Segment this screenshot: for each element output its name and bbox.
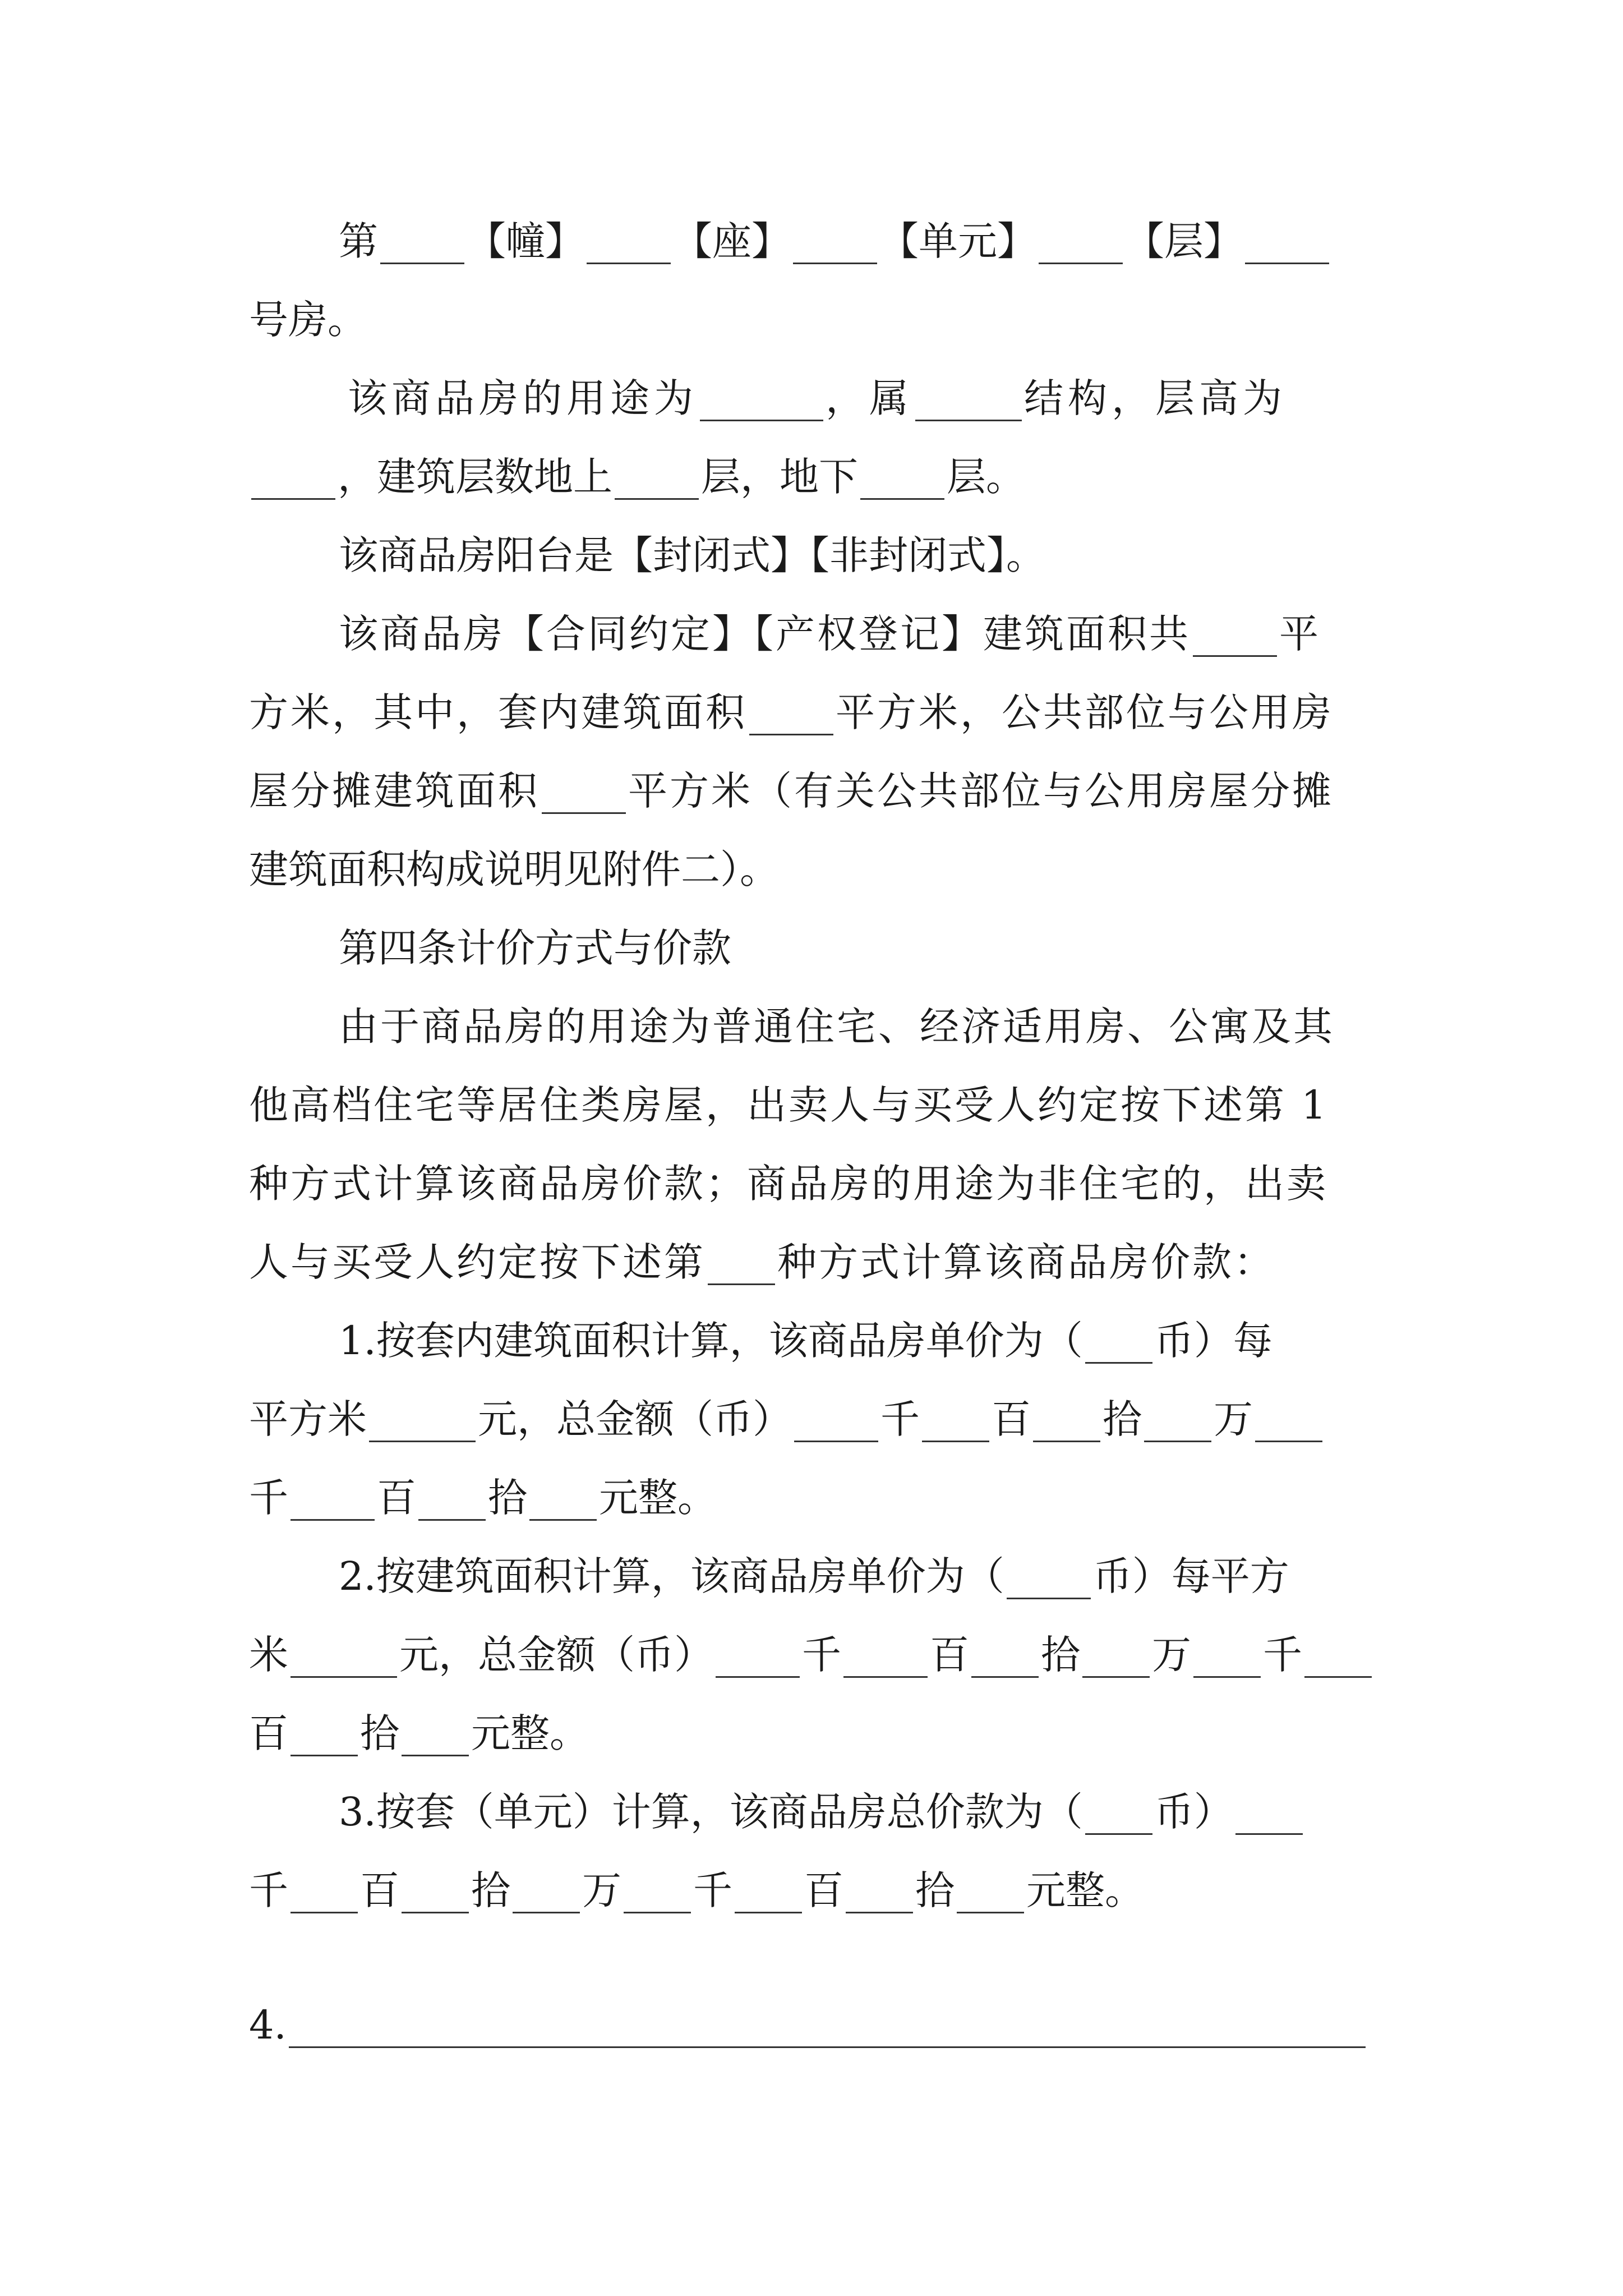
blank-field[interactable]: [624, 1872, 691, 1913]
line-method-3-b: [249, 1857, 1393, 1924]
text: 2.按建筑面积计算，该商品房单价为（: [339, 1553, 1004, 1599]
blank-field[interactable]: [615, 459, 699, 500]
text: 币）: [1154, 1789, 1233, 1835]
text: 元整。: [471, 1710, 589, 1756]
blank-field[interactable]: [846, 1872, 913, 1913]
text: 【层】: [1125, 218, 1243, 264]
blank-field[interactable]: [971, 1637, 1039, 1678]
text: 元整。: [1026, 1867, 1144, 1913]
text: 百: [930, 1632, 969, 1678]
blank-field[interactable]: [708, 1244, 775, 1285]
blank-field[interactable]: [1255, 1401, 1322, 1442]
blank-field[interactable]: [915, 380, 1022, 421]
text: 币）每平方: [1092, 1553, 1289, 1599]
text: ，属: [826, 375, 913, 421]
text: 屋分摊建筑面积: [249, 768, 540, 814]
text: 该商品房【合同约定】【产权登记】建筑面积共: [339, 611, 1191, 657]
text: 米: [249, 1632, 288, 1678]
blank-field[interactable]: [418, 1480, 486, 1521]
text: 【幢】: [467, 218, 584, 264]
text: 层。: [947, 454, 1025, 500]
text: 百: [377, 1475, 416, 1521]
blank-field[interactable]: [402, 1872, 469, 1913]
text: 该商品房阳台是【封闭式】【非封闭式】。: [339, 532, 1045, 578]
blank-field[interactable]: [922, 1401, 989, 1442]
blank-field[interactable]: [716, 1637, 800, 1678]
blank-field[interactable]: [291, 1637, 397, 1678]
blank-field[interactable]: [513, 1872, 580, 1913]
text: 百: [804, 1867, 843, 1913]
line-room-number: [249, 286, 1393, 353]
text: 平方米: [249, 1396, 367, 1442]
blank-field[interactable]: [402, 1715, 469, 1756]
line-method-2-c: [249, 1700, 1393, 1767]
blank-field[interactable]: [1039, 223, 1123, 264]
text: 3.按套（单元）计算，该商品房总价款为（: [339, 1789, 1083, 1835]
text: 百: [992, 1396, 1031, 1442]
text: 种方式计算该商品房价款：: [777, 1239, 1275, 1285]
text: 万: [1214, 1396, 1253, 1442]
text: 元，总金额（币）: [399, 1632, 713, 1678]
text: 千: [802, 1632, 841, 1678]
line-pricing-4: [249, 1228, 1393, 1296]
blank-field[interactable]: [700, 380, 823, 421]
blank-field[interactable]: [843, 1637, 928, 1678]
blank-field[interactable]: [1193, 1637, 1261, 1678]
blank-field[interactable]: [957, 1872, 1024, 1913]
blank-field[interactable]: [1144, 1401, 1211, 1442]
blank-field[interactable]: [1193, 616, 1277, 657]
text: 结构，层高为: [1024, 375, 1287, 421]
text: 层，地下: [701, 454, 858, 500]
line-balcony: [339, 522, 1393, 589]
section-heading-article-4: [339, 914, 1393, 982]
text: 万: [582, 1867, 621, 1913]
blank-field[interactable]: [1245, 223, 1329, 264]
line-usage: [348, 365, 1402, 432]
line-area-1: [339, 600, 1393, 668]
text: ，建筑层数地上: [338, 454, 612, 500]
blank-field[interactable]: [587, 223, 671, 264]
line-floors: [249, 443, 1393, 510]
text: 元整。: [599, 1475, 717, 1521]
line-area-4: [249, 836, 1393, 903]
text: 拾: [1041, 1632, 1080, 1678]
line-method-3-a: [339, 1778, 1393, 1846]
text: 元，总金额（币）: [478, 1396, 792, 1442]
blank-field[interactable]: [1235, 1794, 1303, 1835]
blank-field[interactable]: [289, 2007, 1366, 2048]
text: 1.按套内建筑面积计算，该商品房单价为（: [339, 1318, 1083, 1364]
blank-field[interactable]: [542, 773, 626, 814]
line-method-4: [249, 1991, 1393, 2059]
line-method-1-b: [249, 1386, 1393, 1453]
blank-field[interactable]: [1085, 1323, 1152, 1364]
blank-field[interactable]: [1085, 1794, 1152, 1835]
blank-field[interactable]: [1082, 1637, 1150, 1678]
line-method-1-c: [249, 1464, 1393, 1531]
line-pricing-1: [339, 993, 1393, 1060]
text: 【座】: [673, 218, 791, 264]
line-area-2: [249, 679, 1393, 746]
text: 百: [249, 1710, 288, 1756]
blank-field[interactable]: [794, 1401, 878, 1442]
text: 该商品房的用途为: [348, 375, 698, 421]
text: 4.: [249, 2002, 287, 2048]
line-method-2-a: [339, 1543, 1393, 1610]
text: 千: [1263, 1632, 1302, 1678]
blank-field[interactable]: [735, 1872, 802, 1913]
blank-field[interactable]: [291, 1872, 358, 1913]
text: 拾: [915, 1867, 955, 1913]
line-pricing-3: [249, 1150, 1393, 1217]
blank-field[interactable]: [860, 459, 944, 500]
blank-field[interactable]: [793, 223, 877, 264]
text: 千: [693, 1867, 732, 1913]
text: 千: [249, 1475, 288, 1521]
text: 拾: [471, 1867, 510, 1913]
text: 方米，其中，套内建筑面积: [249, 689, 747, 735]
blank-field[interactable]: [1007, 1558, 1091, 1599]
text: 平方米，公共部位与公用房: [836, 689, 1334, 735]
text: 平: [1279, 611, 1321, 657]
line-area-3: [249, 757, 1393, 825]
blank-field[interactable]: [380, 223, 464, 264]
blank-field[interactable]: [749, 694, 833, 735]
blank-field[interactable]: [1304, 1637, 1372, 1678]
blank-field[interactable]: [291, 1715, 358, 1756]
line-method-1-a: [339, 1307, 1393, 1374]
text: 【单元】: [879, 218, 1036, 264]
text: 拾: [488, 1475, 527, 1521]
blank-field[interactable]: [369, 1401, 476, 1442]
text: 第四条计价方式与价款: [339, 925, 731, 971]
text: 拾: [360, 1710, 399, 1756]
text: 他高档住宅等居住类房屋，出卖人与买受人约定按下述第 1: [249, 1082, 1329, 1128]
text: 币）每: [1154, 1318, 1272, 1364]
blank-field[interactable]: [1033, 1401, 1100, 1442]
text: 千: [249, 1867, 288, 1913]
line-method-2-b: [249, 1621, 1393, 1688]
blank-field[interactable]: [529, 1480, 597, 1521]
line-pricing-2: [249, 1071, 1393, 1139]
blank-field[interactable]: [251, 459, 335, 500]
line-room-location: [339, 208, 1393, 275]
text: 万: [1152, 1632, 1191, 1678]
blank-field[interactable]: [291, 1480, 375, 1521]
text: 百: [360, 1867, 399, 1913]
text: 第: [339, 218, 378, 264]
text: 拾: [1103, 1396, 1142, 1442]
text: 由于商品房的用途为普通住宅、经济适用房、公寓及其: [339, 1004, 1335, 1050]
text: 种方式计算该商品房价款；商品房的用途为非住宅的，出卖: [249, 1161, 1328, 1207]
text: 人与买受人约定按下述第: [249, 1239, 706, 1285]
text: 建筑面积构成说明见附件二）。: [249, 846, 779, 892]
text: 号房。: [249, 297, 367, 343]
text: 千: [880, 1396, 920, 1442]
text: 平方米（有关公共部位与公用房屋分摊: [628, 768, 1334, 814]
